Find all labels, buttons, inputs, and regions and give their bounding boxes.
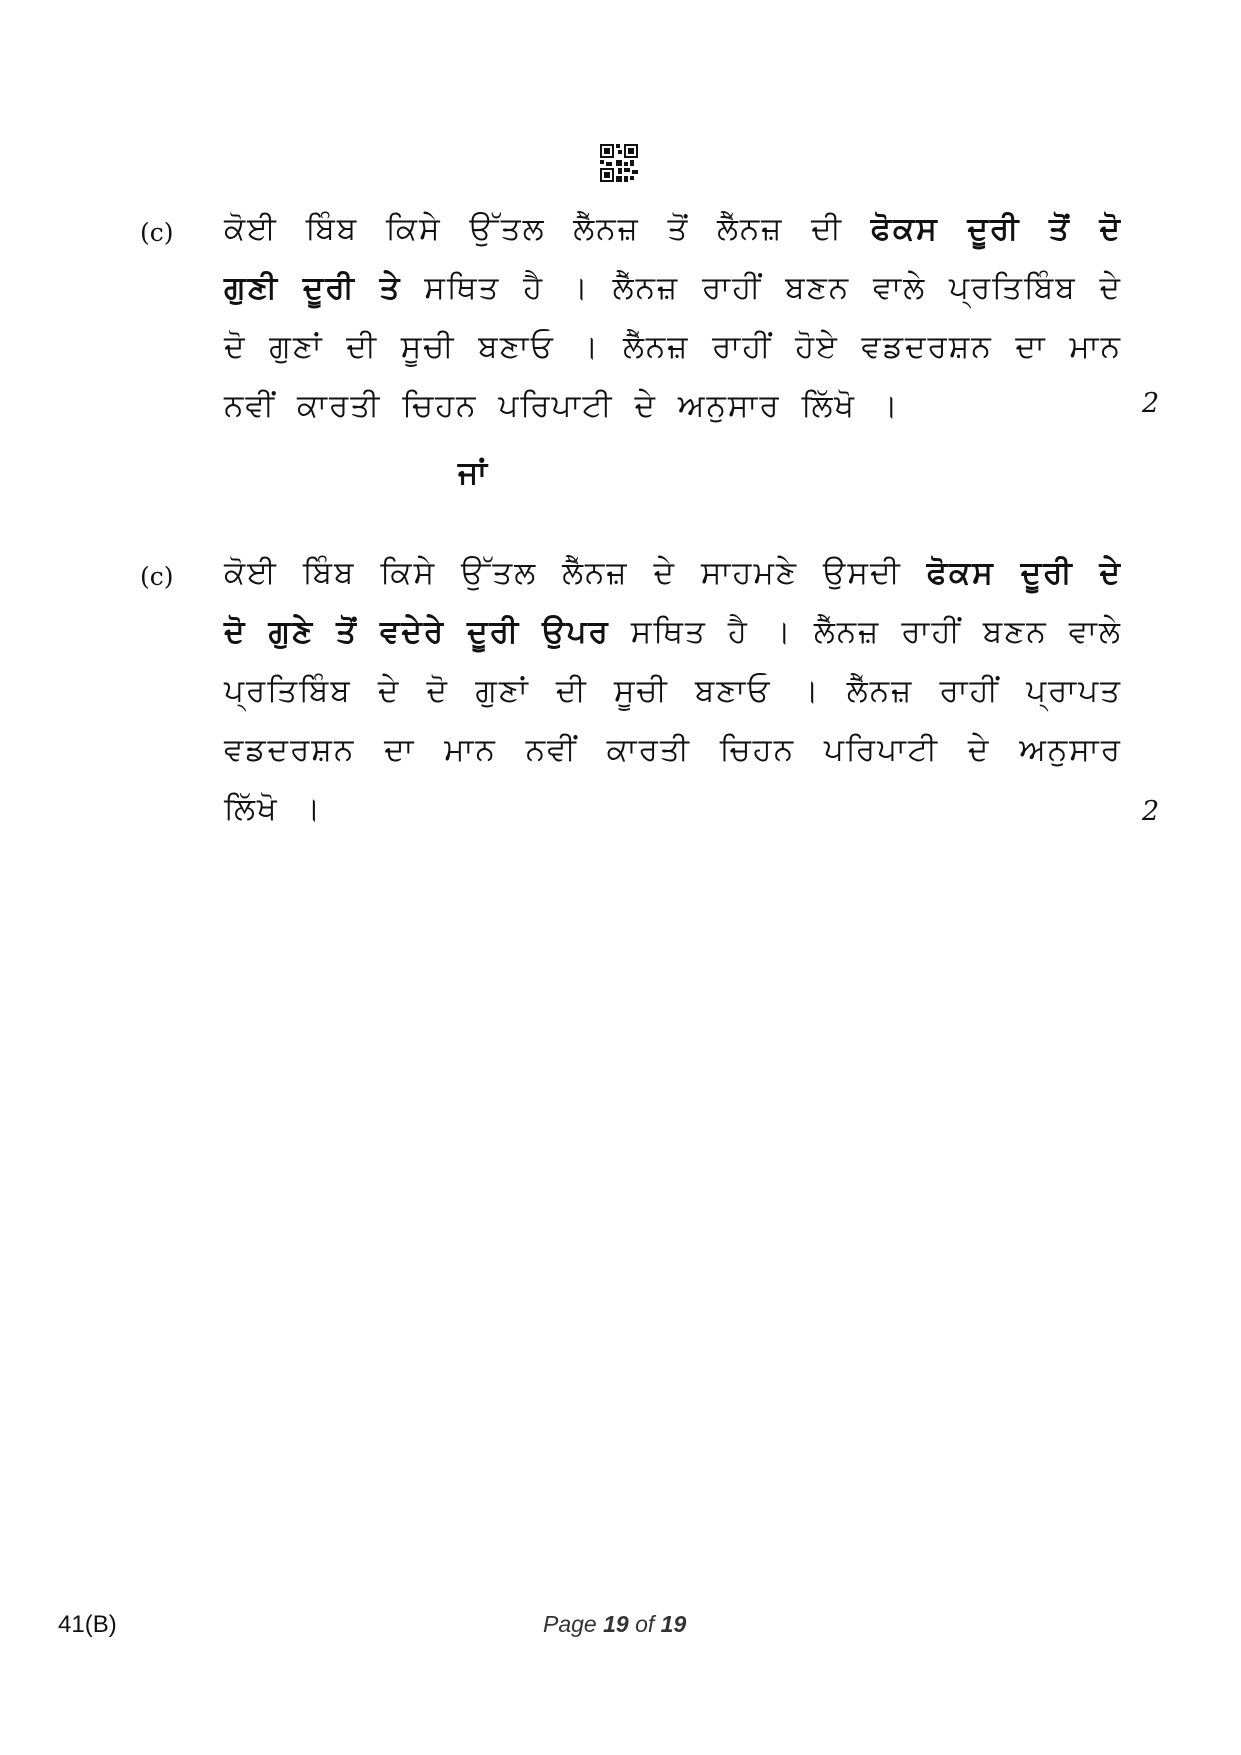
page-prefix: Page [543,1611,604,1637]
question-text-bold: ਫੋਕਸ ਦੂਰੀ ਦੇ ਦੋ ਗੁਣੇ ਤੋਂ ਵਦੇਰੇ ਦੂਰੀ ਉਪਰ [224,555,1123,650]
question-text-bold: ਫੋਕਸ ਦੂਰੀ ਤੋਂ ਦੋ ਗੁਣੀ ਦੂਰੀ ਤੇ [224,211,1122,306]
page-current: 19 [603,1611,629,1637]
qr-code-icon [600,144,638,182]
question-text [224,544,1122,839]
or-separator: ਜਾਂ [458,455,488,491]
marks: 2 [1142,796,1160,827]
question-label: (c) [140,562,174,591]
question-text-part: ਸਥਿਤ ਹੈ । ਲੈੱਨਜ਼ ਰਾਹੀਂ ਬਣਨ ਵਾਲੇ ਪ੍ਰਤਿਬਿੰਬ ਦੇ ਦੋ ਗੁਣਾਂ ਦੀ ਸੂਚੀ ਬਣਾਓ । ਲੈੱਨਜ਼ ਰਾਹੀਂ ਪ੍ਰਾਪਤ ਵਡਦਰਸ਼ਨ ਦਾ ਮਾਨ ਨਵੀਂ ਕਾਰਤੀ ਚਿਹਨ ਪਰਿਪਾਟੀ ਦੇ ਅਨੁਸਾਰ ਲਿੱਖੋ । [224,614,1122,827]
question-text-part: ਕੋਈ ਬਿੰਬ ਕਿਸੇ ਉੱਤਲ ਲੈੱਨਜ਼ ਦੇ ਸਾਹਮਣੇ ਉਸਦੀ [224,555,927,591]
question-text-part: ਕੋਈ ਬਿੰਬ ਕਿਸੇ ਉੱਤਲ ਲੈੱਨਜ਼ ਤੋਂ ਲੈੱਨਜ਼ ਦੀ [224,211,871,247]
page-of: of [628,1611,661,1637]
marks: 2 [1142,388,1160,419]
question-label: (c) [140,218,174,247]
paper-code: 41(B) [58,1611,117,1638]
question-text [224,200,1122,436]
question-text-part: ਸਥਿਤ ਹੈ । ਲੈੱਨਜ਼ ਰਾਹੀਂ ਬਣਨ ਵਾਲੇ ਪ੍ਰਤਿਬਿੰਬ ਦੇ ਦੋ ਗੁਣਾਂ ਦੀ ਸੂਚੀ ਬਣਾਓ । ਲੈੱਨਜ਼ ਰਾਹੀਂ ਹੋਏ ਵਡਦਰਸ਼ਨ ਦਾ ਮਾਨ ਨਵੀਂ ਕਾਰਤੀ ਚਿਹਨ ਪਰਿਪਾਟੀ ਦੇ ਅਨੁਸਾਰ ਲਿੱਖੋ । [224,270,1122,424]
page-total: 19 [660,1611,687,1637]
page-number [543,1611,686,1638]
